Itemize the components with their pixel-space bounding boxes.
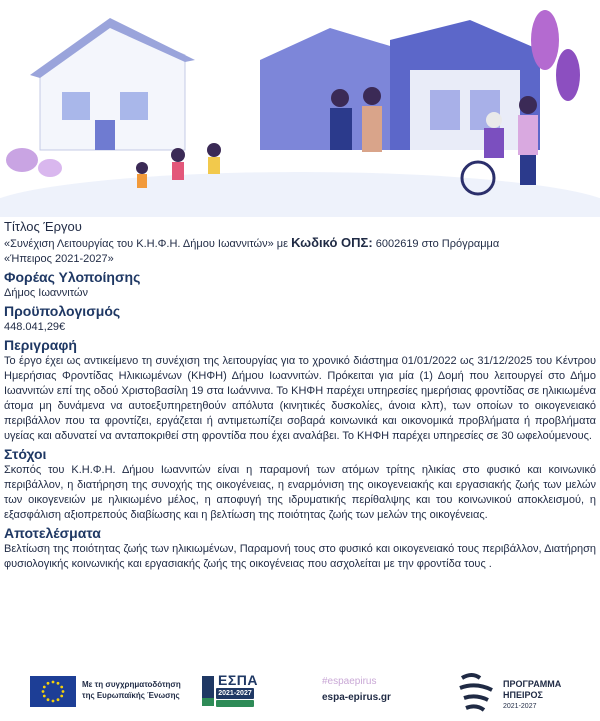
project-title-part1: «Συνέχιση Λειτουργίας του Κ.Η.Φ.Η. Δήμου Ιωαννιτών» με [4,238,292,250]
budget-label: Προϋπολογισμός [4,303,121,319]
eu-text-line1: Με τη συγχρηματοδότηση [82,680,181,689]
hashtag-text: #espaepirus [322,676,377,687]
goals-text: Σκοπός του Κ.Η.Φ.Η. Δήμου Ιωαννιτών είναι η παραμονή των ατόμων τρίτης ηλικίας στο φυσικό και κοινωνικό περιβάλλον, η διατήρηση της συνοχής της οικογένειας, η εναρμόνιση της οικογενειακής και εργασιακής ζωής των μελών των οικογενειών με ηλικιωμένο μέλος, η αποφυγή της ιδρυματικής περίθαλψης και του κοινωνικού αποκλεισμού, η εξασφάλιση αξιοπρεπούς διαβίωσης και η βελτίωση της ποιότητας ζωής των μελών της οικογένειας. [4,464,596,521]
family-houses-illustration [0,0,600,217]
espa-url-text: espa-epirus.gr [322,692,391,703]
espa-flag-icon [200,674,216,710]
eu-text-line2: της Ευρωπαϊκής Ένωσης [82,691,180,700]
footer-logos [0,668,600,720]
results-text: Βελτίωση της ποιότητας ζωής των ηλικιωμένων, Παραμονή τους στο φυσικό και οικογενειακό τους περιβάλλον, Διατήρηση φυσιολογικής κοινωνικής και εργασιακής ζωής της οικογένειας που ασχολείται με την φροντίδα τους . [4,543,596,570]
project-code-label: Κωδικό ΟΠΣ: [291,235,373,250]
program-region: ΗΠΕΙΡΟΣ [503,690,543,700]
program-years: 2021-2027 [503,703,537,710]
goals-label: Στόχοι [4,446,47,462]
program-title: ΠΡΟΓΡΑΜΜΑ [503,679,562,689]
results-label: Αποτελέσματα [4,525,101,541]
project-program-name: «Ήπειρος 2021-2027» [4,253,114,265]
implementing-body-label: Φορέας Υλοποίησης [4,269,141,285]
hero-illustration [0,0,600,217]
eu-cofunding-text [82,679,202,701]
espa-years: 2021-2027 [216,688,254,699]
project-title-part2: 6002619 στο Πρόγραμμα [372,238,500,250]
project-title-text [4,235,596,252]
description-text: Το έργο έχει ως αντικείμενο τη συνέχιση της λειτουργίας για το χρονικό διάστημα 01/01/2022 ως 31/12/2025 του Κέντρου Ημερήσιας Φροντίδας Ηλικιωμένων (ΚΗΦΗ) Δήμου Ιωαννιτών. Πρόκειται για μία (1) Δομή που λειτουργεί στο Δήμο Ιωαννιτών επί της οδού Χριστοβασίλη 19 στα Ιωάννινα. Το ΚΗΦΗ παρέχει υπηρεσίες ημερήσιας φροντίδας σε ηλικιωμένα άτομα μη δυνάμενα να αυτοεξυπηρετηθούν απόλυτα (κινητικές δυσκολίες, άνοια κλπ), των οποίων το οικογενειακό περιβάλλον που τα φροντίζει, εργάζεται ή αντιμετωπίζει σοβαρά κοινωνικά και οικονομικά προβλήματα ή προβλήματα υγείας και αδυνατεί να ανταποκριθεί στη φροντίδα που έχει αναλάβει. Το ΚΗΦΗ παρέχει υπηρεσίες σε 30 ωφελούμενους. [4,355,596,442]
project-title-label: Τίτλος Έργου [4,219,82,234]
program-epirus-icon [458,670,498,716]
implementing-body-value: Δήμος Ιωαννιτών [4,287,89,299]
eu-flag-icon [30,676,76,707]
project-content [4,219,596,572]
espa-title: ΕΣΠΑ [218,672,258,688]
espa-green-bar [216,700,254,707]
description-label: Περιγραφή [4,337,77,353]
budget-value: 448.041,29€ [4,321,66,333]
espa-logo [200,672,256,714]
